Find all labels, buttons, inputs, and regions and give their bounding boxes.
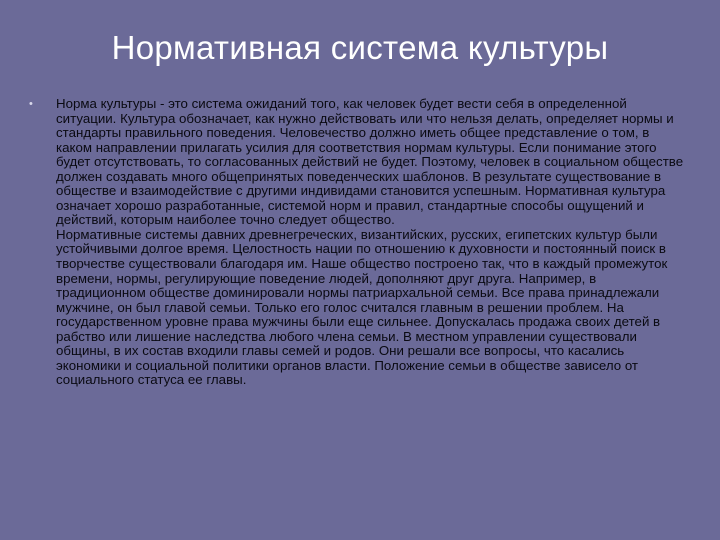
bullet-text — [56, 97, 688, 388]
paragraph-norm-definition: Норма культуры - это система ожиданий того, как человек будет вести себя в определенной ситуации. Культура обозначает, как нужно действовать или что нельзя делать, определяет нормы и стандарты правильного поведения. Человечество должно иметь общее представление о том, в каком направлении прилагать усилия для соответствия нормам культуры. Если понимание этого будет отсутствовать, то согласованных действий не будет. Поэтому, человек в социальном обществе должен создавать много общепринятых поведенческих шаблонов. В результате существование в обществе и взаимодействие с другими индивидами становится успешным. Нормативная культура означает хорошо разработанные, системой норм и правил, стандартные способы ощущений и действий, которым наиболее точно следует общество. — [56, 96, 684, 228]
slide-title: Нормативная система культуры — [111, 29, 609, 66]
paragraph-normative-systems: Нормативные системы давних древнегреческих, византийских, русских, египетских культур были устойчивыми долгое время. Целостность нации по отношению к духовности и постоянный поиск в творчестве существовали благодаря им. Наше общество построено так, что в каждый промежуток времени, нормы, регулирующие поведение людей, дополняют друг друга. Например, в традиционном обществе доминировали нормы патриархальной семьи. Все права принадлежали мужчине, он был главой семьи. Только его голос считался главным в решении проблем. На государственном уровне права мужчины были еще сильнее. Допускалась продажа своих детей в рабство или лишение наследства любого члена семьи. В местном управлении существовали общины, в их состав входили главы семей и родов. Они решали все вопросы, что касались экономики и социальной политики органов власти. Положение семьи в обществе зависело от социального статуса ее главы. — [56, 226, 668, 388]
bullet-icon: • — [29, 98, 33, 110]
